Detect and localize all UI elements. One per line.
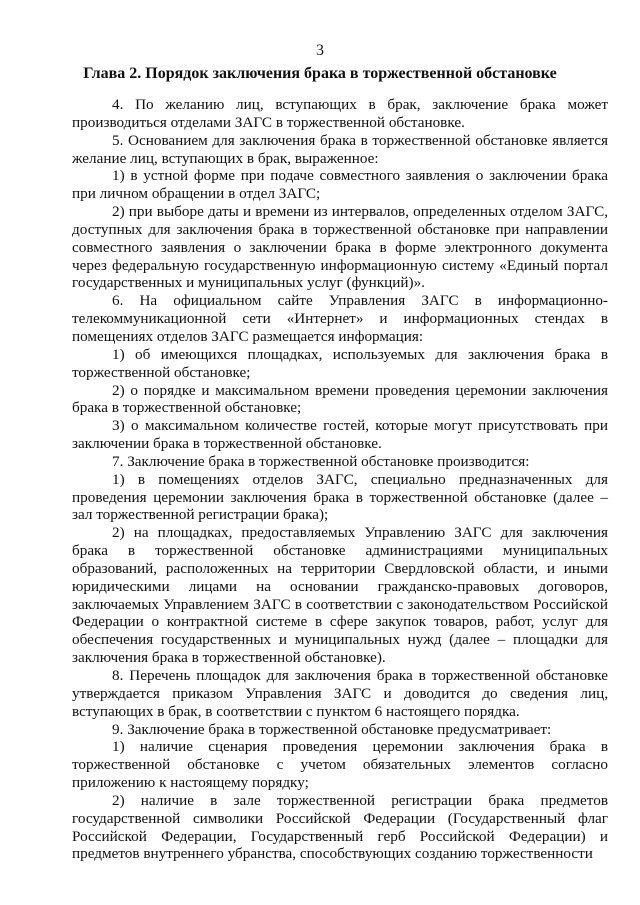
chapter-title: Глава 2. Порядок заключения брака в торжественной обстановке bbox=[83, 65, 557, 82]
paragraph-item-5-1: 1) в устной форме при подаче совместного заявления о заключении брака при личном обращении в отдел ЗАГС; bbox=[72, 167, 608, 203]
paragraph-item-9-1: 1) наличие сценария проведения церемонии заключения брака в торжественной обстановке с учетом обязательных элементов согласно приложению к настоящему порядку; bbox=[72, 738, 608, 792]
paragraph-item-6-2: 2) о порядке и максимальном времени проведения церемонии заключения брака в торжественной обстановке; bbox=[72, 381, 608, 417]
paragraph-item-5: 5. Основанием для заключения брака в торжественной обстановке является желание лиц, вступающих в брак, выраженное: bbox=[72, 131, 608, 167]
paragraph-item-5-2: 2) при выборе даты и времени из интервалов, определенных отделом ЗАГС, доступных для заключения брака в торжественной обстановке при направлении совместного заявления о заключении брака в форме электронного документа через федеральную государственную информационную систему «Единый портал государственных и муниципальных услуг (функций)». bbox=[72, 203, 608, 292]
paragraph-item-7: 7. Заключение брака в торжественной обстановке производится: bbox=[112, 452, 530, 470]
paragraph-item-6-1: 1) об имеющихся площадках, используемых для заключения брака в торжественной обстановке; bbox=[72, 345, 608, 381]
document-body bbox=[72, 96, 608, 863]
page-number: 3 bbox=[316, 42, 324, 59]
paragraph-item-4: 4. По желанию лиц, вступающих в брак, заключение брака может производиться отделами ЗАГС в торжественной обстановке. bbox=[72, 96, 608, 131]
paragraph-item-9: 9. Заключение брака в торжественной обстановке предусматривает: bbox=[112, 720, 552, 738]
paragraph-item-6: 6. На официальном сайте Управления ЗАГС в информационно-телекоммуникационной сети «Интернет» и информационных стендах в помещениях отделов ЗАГС размещается информация: bbox=[72, 292, 608, 345]
paragraph-item-6-3: 3) о максимальном количестве гостей, которые могут присутствовать при заключении брака в торжественной обстановке. bbox=[72, 417, 608, 453]
paragraph-item-7-1: 1) в помещениях отделов ЗАГС, специально предназначенных для проведения церемонии заключения брака в торжественной обстановке (далее – зал торжественной регистрации брака); bbox=[72, 470, 608, 524]
paragraph-item-7-2: 2) на площадках, предоставляемых Управлению ЗАГС для заключения брака в торжественной обстановке администрациями муниципальных образований, расположенных на территории Свердловской области, и иными юридическими лицами на основании гражданско-правовых договоров, заключаемых Управлением ЗАГС в соответствии с законодательством Российской Федерации о контрактной системе в сфере закупок товаров, работ, услуг для обеспечения государственных и муниципальных нужд (далее – площадки для заключения брака в торжественной обстановке). bbox=[72, 524, 608, 667]
paragraph-item-8: 8. Перечень площадок для заключения брака в торжественной обстановке утверждается приказом Управления ЗАГС и доводится до сведения лиц, вступающих в брак, в соответствии с пунктом 6 настоящего порядка. bbox=[72, 667, 608, 720]
paragraph-item-9-2: 2) наличие в зале торжественной регистрации брака предметов государственной символики Российской Федерации (Государственный флаг Российской Федерации, Государственный герб Российской Федерации) и предметов внутреннего убранства, способствующих созданию торжественности bbox=[72, 791, 608, 863]
